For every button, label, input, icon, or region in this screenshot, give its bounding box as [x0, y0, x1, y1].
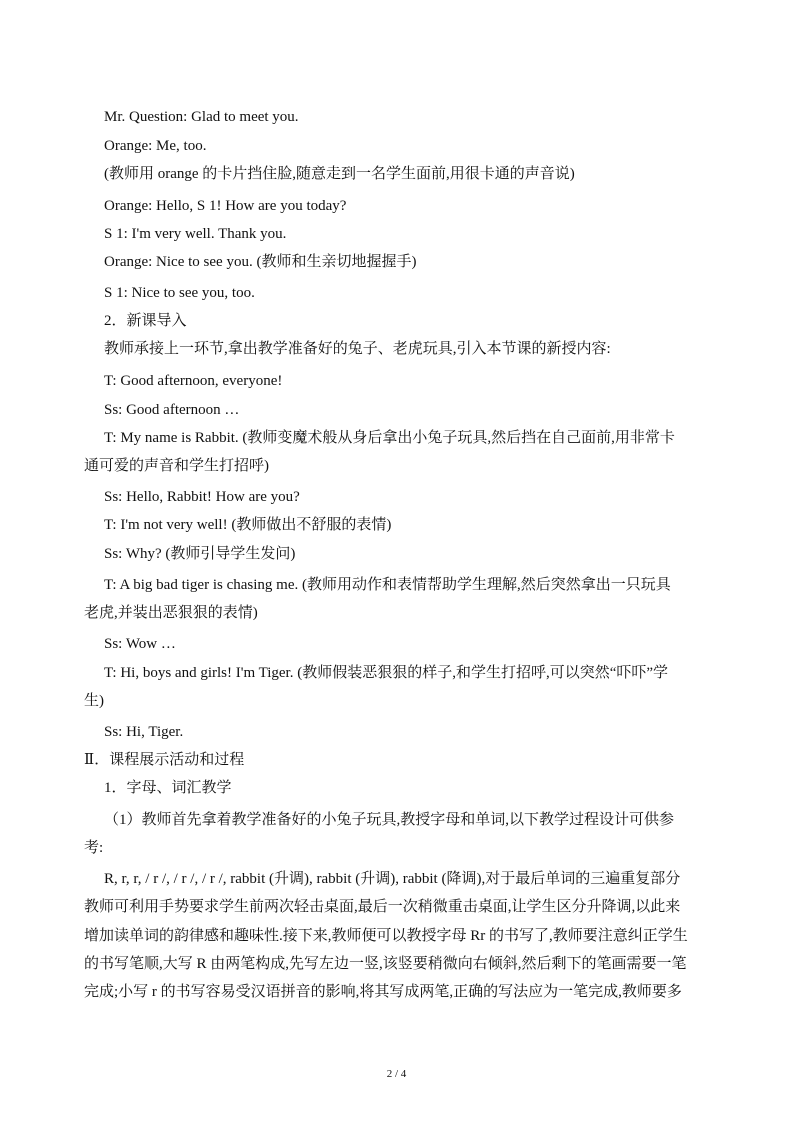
- text-line: T: My name is Rabbit. (教师变魔术般从身后拿出小兔子玩具,然后挡在自己面前,用非常卡: [104, 430, 675, 446]
- text-line: 完成;小写 r 的书写容易受汉语拼音的影响,将其写成两笔,正确的写法应为一笔完成,教师要多: [84, 984, 682, 1000]
- text-line: （1）教师首先拿着教学准备好的小兔子玩具,教授字母和单词,以下教学过程设计可供参: [104, 812, 675, 828]
- text-line: Orange: Hello, S 1! How are you today?: [104, 198, 347, 214]
- text-line: Orange: Nice to see you. (教师和生亲切地握握手): [104, 254, 417, 270]
- text-line: 考:: [84, 840, 104, 856]
- text-line: Ss: Why? (教师引导学生发问): [104, 546, 296, 562]
- text-line: 的书写笔顺,大写 R 由两笔构成,先写左边一竖,该竖要稍微向右倾斜,然后剩下的笔画需要一笔: [84, 956, 687, 972]
- text-line: S 1: I'm very well. Thank you.: [104, 226, 287, 242]
- text-line: T: A big bad tiger is chasing me. (教师用动作和表情帮助学生理解,然后突然拿出一只玩具: [104, 577, 671, 593]
- text-line: (教师用 orange 的卡片挡住脸,随意走到一名学生面前,用很卡通的声音说): [104, 166, 575, 182]
- section-heading: 1．字母、词汇教学: [104, 780, 232, 796]
- text-line: 老虎,并装出恶狠狠的表情): [84, 605, 258, 621]
- page-number: 2 / 4: [386, 1068, 407, 1080]
- text-line: 增加读单词的韵律感和趣味性.接下来,教师便可以教授字母 Rr 的书写了,教师要注意纠正学生: [84, 928, 688, 944]
- text-line: 教师承接上一环节,拿出教学准备好的兔子、老虎玩具,引入本节课的新授内容:: [104, 341, 611, 357]
- text-line: 通可爱的声音和学生打招呼): [84, 458, 269, 474]
- text-line: T: Hi, boys and girls! I'm Tiger. (教师假装恶狠狠的样子,和学生打招呼,可以突然“吓吓”学: [104, 665, 669, 681]
- text-line: T: Good afternoon, everyone!: [104, 373, 283, 389]
- text-line: Ss: Hello, Rabbit! How are you?: [104, 489, 300, 505]
- text-line: R, r, r, / r /, / r /, / r /, rabbit (升调), rabbit (升调), rabbit (降调),对于最后单词的三遍重复部分: [104, 871, 681, 887]
- text-line: S 1: Nice to see you, too.: [104, 285, 255, 301]
- text-line: Ss: Hi, Tiger.: [104, 724, 184, 740]
- text-line: Orange: Me, too.: [104, 138, 207, 154]
- text-line: 生): [84, 693, 104, 709]
- text-line: Mr. Question: Glad to meet you.: [104, 109, 299, 125]
- section-heading: 2．新课导入: [104, 313, 187, 329]
- section-heading: Ⅱ．课程展示活动和过程: [84, 752, 245, 768]
- text-line: Ss: Wow …: [104, 636, 176, 652]
- text-line: 教师可利用手势要求学生前两次轻击桌面,最后一次稍微重击桌面,让学生区分升降调,以此来: [84, 899, 681, 915]
- text-line: Ss: Good afternoon …: [104, 402, 240, 418]
- text-line: T: I'm not very well! (教师做出不舒服的表情): [104, 517, 392, 533]
